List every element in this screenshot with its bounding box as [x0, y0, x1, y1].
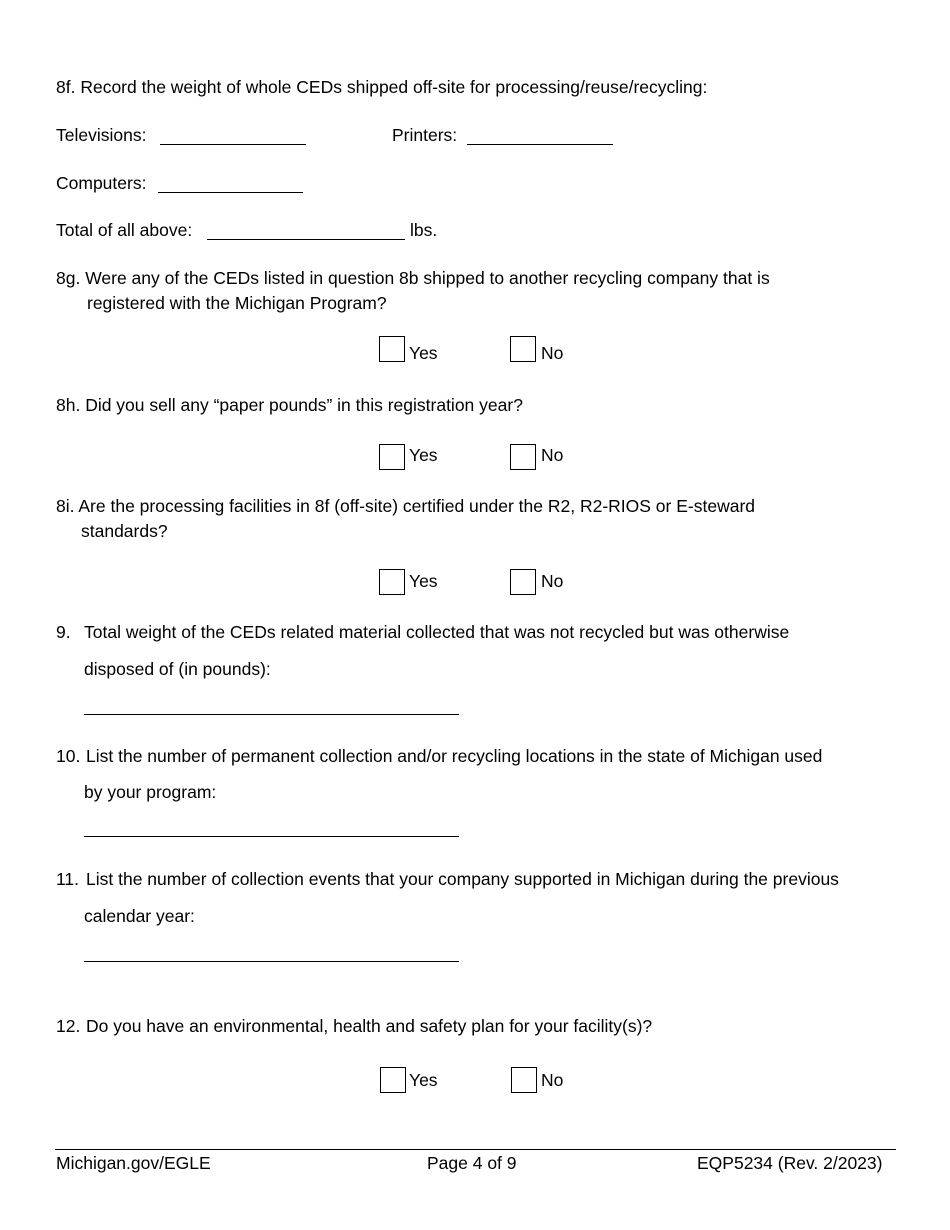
- q10-input[interactable]: [84, 836, 459, 837]
- total-unit: lbs.: [410, 220, 438, 240]
- q8i-line1: 8i. Are the processing facilities in 8f (off-site) certified under the R2, R2-RIOS or E-steward: [56, 496, 756, 516]
- q12-yes-label: Yes: [409, 1070, 438, 1090]
- footer-website: Michigan.gov/EGLE: [56, 1153, 211, 1173]
- q8h-no-checkbox[interactable]: [510, 444, 536, 470]
- q11-line1: List the number of collection events that your company supported in Michigan during the previous: [86, 869, 839, 889]
- q8h-no-label: No: [541, 445, 564, 465]
- q12-number: 12.: [56, 1016, 81, 1036]
- printers-label: Printers:: [392, 125, 458, 145]
- q8f-text: 8f. Record the weight of whole CEDs shipped off-site for processing/reuse/recycling:: [56, 77, 708, 97]
- q10-line2: by your program:: [84, 782, 217, 802]
- q12-no-label: No: [541, 1070, 564, 1090]
- q8i-no-checkbox[interactable]: [510, 569, 536, 595]
- footer-page-number: Page 4 of 9: [427, 1153, 517, 1173]
- q8h-yes-label: Yes: [409, 445, 438, 465]
- q8h-line1: 8h. Did you sell any “paper pounds” in this registration year?: [56, 395, 523, 415]
- q8i-line2: standards?: [81, 521, 168, 541]
- q8g-no-checkbox[interactable]: [510, 336, 536, 362]
- televisions-label: Televisions:: [56, 125, 147, 145]
- q12-yes-checkbox[interactable]: [380, 1067, 406, 1093]
- q10-line1: List the number of permanent collection and/or recycling locations in the state of Michigan used: [86, 746, 823, 766]
- q8g-no-label: No: [541, 343, 564, 363]
- q11-line2: calendar year:: [84, 906, 195, 926]
- q9-input[interactable]: [84, 714, 459, 715]
- q10-number: 10.: [56, 746, 81, 766]
- q11-input[interactable]: [84, 961, 459, 962]
- footer-form-id: EQP5234 (Rev. 2/2023): [697, 1153, 883, 1173]
- q8g-yes-label: Yes: [409, 343, 438, 363]
- q8g-yes-checkbox[interactable]: [379, 336, 405, 362]
- computers-input[interactable]: [158, 192, 303, 193]
- q9-number: 9.: [56, 622, 71, 642]
- q8i-yes-checkbox[interactable]: [379, 569, 405, 595]
- q8h-yes-checkbox[interactable]: [379, 444, 405, 470]
- total-label: Total of all above:: [56, 220, 193, 240]
- q8i-yes-label: Yes: [409, 571, 438, 591]
- q8g-line1: 8g. Were any of the CEDs listed in question 8b shipped to another recycling company that is: [56, 268, 770, 288]
- q9-line2: disposed of (in pounds):: [84, 659, 271, 679]
- printers-input[interactable]: [467, 144, 613, 145]
- q8g-line2: registered with the Michigan Program?: [87, 293, 387, 313]
- q8i-no-label: No: [541, 571, 564, 591]
- computers-label: Computers:: [56, 173, 147, 193]
- q11-number: 11.: [56, 869, 80, 889]
- footer-rule: [55, 1149, 896, 1150]
- q9-line1: Total weight of the CEDs related material collected that was not recycled but was otherwise: [84, 622, 790, 642]
- total-input[interactable]: [207, 239, 405, 240]
- televisions-input[interactable]: [160, 144, 306, 145]
- q12-line1: Do you have an environmental, health and safety plan for your facility(s)?: [86, 1016, 653, 1036]
- q12-no-checkbox[interactable]: [511, 1067, 537, 1093]
